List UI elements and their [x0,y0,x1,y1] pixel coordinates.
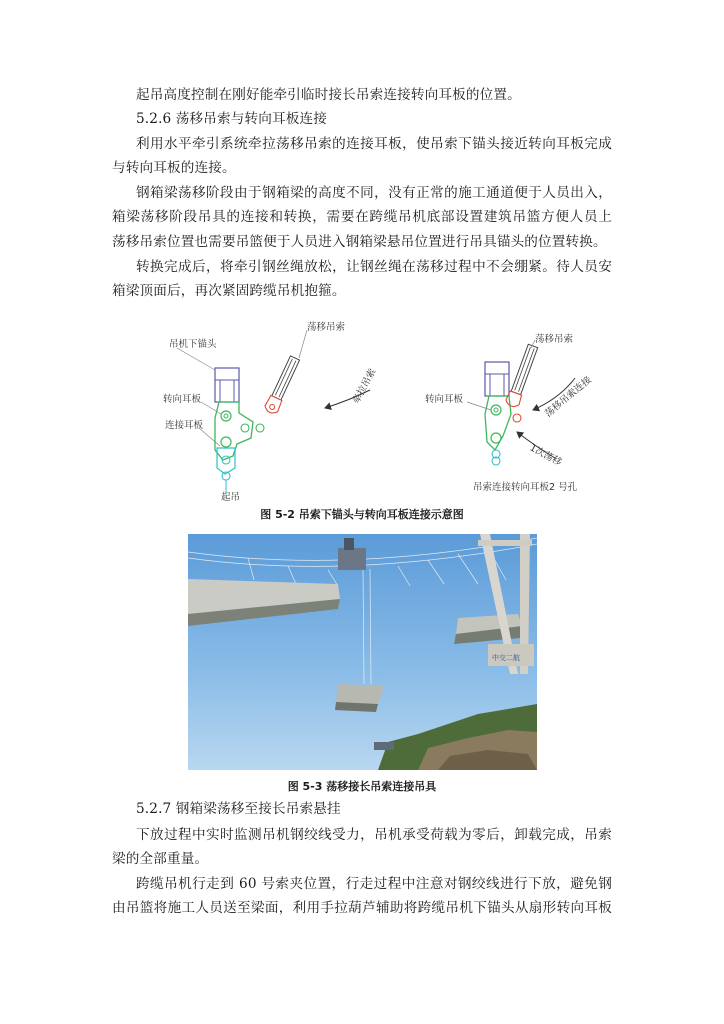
paragraph-line: 由吊篮将施工人员送至梁面，利用手拉葫芦辅助将跨缆吊机下锚头从扇形转向耳板 [112,900,612,916]
paragraph-line: 荡移吊索位置也需要吊篮便于人员进入钢箱梁悬吊位置进行吊具锚头的位置转换。 [112,234,607,250]
label-turn-plate-right: 转向耳板 [425,394,464,405]
label-first-swing: 1次荡移 [527,442,564,469]
paragraph-line: 跨缆吊机行走到 60 号索夹位置，行走过程中注意对钢绞线进行下放，避免钢 [136,876,612,892]
label-connect-plate: 连接耳板 [165,420,204,431]
label-turn-plate-left: 转向耳板 [163,394,202,405]
diagram-left [163,321,379,503]
label-swing-sling-left: 荡移吊索 [307,322,346,333]
paragraph-line: 钢箱梁荡移阶段由于钢箱梁的高度不同，没有正常的施工通道便于人员出入， [136,185,612,201]
label-lower-anchor: 吊机下锚头 [169,339,217,350]
tower-sign: 中交二航 [492,654,520,662]
paragraph-line: 下放过程中实时监测吊机钢绞线受力，吊机承受荷载为零后，卸载完成，吊索 [136,827,612,843]
label-traction: 牵拉吊索 [350,366,379,406]
anchor-connection-diagram [155,318,595,503]
section-heading-5-2-7: 5.2.7 钢箱梁荡移至接长吊索悬挂 [136,801,341,817]
figure-caption-5-2: 图 5-2 吊索下锚头与转向耳板连接示意图 [260,508,464,521]
label-sling-connect-plate2: 吊索连接转向耳板2 号孔 [473,482,578,493]
label-swing-sling-right: 荡移吊索 [535,334,574,345]
diagram-right [425,333,594,493]
section-heading-5-2-6: 5.2.6 荡移吊索与转向耳板连接 [136,111,327,127]
paragraph-line: 箱梁顶面后，再次紧固跨缆吊机抱箍。 [112,283,346,299]
paragraph-line: 箱梁荡移阶段吊具的连接和转换，需要在跨缆吊机底部设置建筑吊篮方便人员上 [112,209,612,225]
paragraph-line: 与转向耳板的连接。 [112,160,236,176]
paragraph-line: 起吊高度控制在刚好能牵引临时接长吊索连接转向耳板的位置。 [136,87,521,103]
paragraph-line: 梁的全部重量。 [112,851,209,867]
label-sling-connect: 荡移吊索连接 [543,374,594,420]
paragraph-line: 利用水平牵引系统牵拉荡移吊索的连接耳板，使吊索下锚头接近转向耳板完成 [136,136,612,152]
paragraph-line: 转换完成后，将牵引钢丝绳放松，让钢丝绳在荡移过程中不会绷紧。待人员安 [136,259,612,275]
figure-caption-5-3: 图 5-3 荡移接长吊索连接吊具 [287,780,437,793]
bridge-construction-photo [188,534,537,770]
label-lift: 起吊 [221,492,241,503]
